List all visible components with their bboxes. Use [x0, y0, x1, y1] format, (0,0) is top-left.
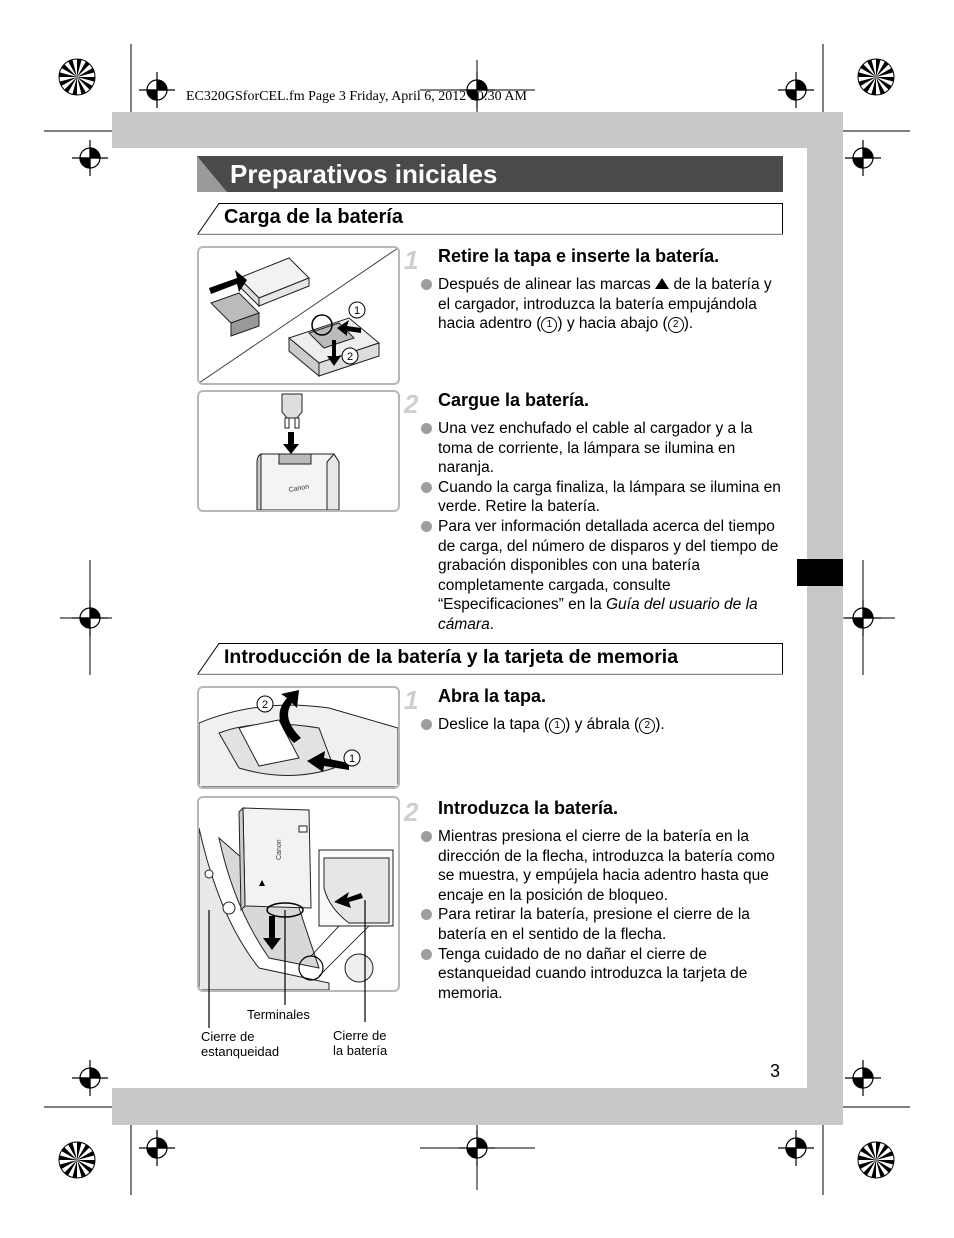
bullet-item: Para ver información detallada acerca del tiempo de carga, del número de disparos y del tiempo de grabación disponibles con una batería completamente cargada, consulte “Especificaciones” en la Guía del usuario de la cámara. — [421, 517, 786, 635]
page-title: Preparativos iniciales — [230, 159, 498, 189]
starburst-top-left — [59, 59, 95, 95]
figure-open-cover — [197, 686, 400, 789]
arrow-plug-icon — [283, 432, 299, 454]
bullet-dot-icon — [421, 423, 432, 434]
page-number: 3 — [770, 1061, 781, 1081]
step-title: Abra la tapa. — [438, 686, 547, 706]
bullet-item: Mientras presiona el cierre de la batería en la dirección de la flecha, introduzca la batería como se muestra, y empújela hacia adentro hasta que encaje en la posición de bloqueo. — [421, 827, 786, 905]
bullet-item: Después de alinear las marcas de la batería y el cargador, introduzca la batería empujándola hacia adentro ( 1 ) y hacia abajo ( 2 ). — [421, 275, 786, 334]
fig3-circle-2: 2 — [261, 699, 269, 711]
step-bullets — [421, 419, 786, 635]
circled-number: 1 — [549, 718, 565, 734]
callout-terminals: Terminales — [247, 1007, 310, 1022]
step-bullets — [421, 275, 786, 334]
triangle-mark-icon — [655, 278, 669, 289]
step-bullets — [421, 827, 786, 1003]
charger-brand-label: Canon — [288, 483, 310, 494]
bullet-dot-icon — [421, 719, 432, 730]
arrow-remove-icon — [209, 270, 247, 294]
step-title: Cargue la batería. — [438, 390, 590, 410]
bullet-dot-icon — [421, 482, 432, 493]
fig3-circle-1: 1 — [348, 753, 356, 765]
fig1-circle-1: 1 — [353, 305, 361, 317]
figure-insert-battery-charger — [197, 246, 400, 385]
illustration-charger-insert — [199, 248, 398, 383]
callout-seal: Cierre de estanqueidad — [201, 1029, 280, 1059]
step-number: 1 — [404, 245, 419, 275]
fig1-circle-2: 2 — [346, 351, 354, 363]
circled-number: 2 — [639, 718, 655, 734]
step-title: Introduzca la batería. — [438, 798, 619, 818]
bullet-dot-icon — [421, 831, 432, 842]
starburst-top-right — [858, 59, 894, 95]
title-accent-triangle — [197, 156, 227, 192]
circled-number: 1 — [541, 317, 557, 333]
main-title-bar — [197, 156, 783, 192]
callout-battery-latch: Cierre de la batería — [333, 1028, 388, 1058]
bullet-item: Deslice la tapa ( 1 ) y ábrala ( 2 ). — [421, 715, 786, 735]
starburst-bottom-left — [59, 1142, 95, 1178]
bullet-dot-icon — [421, 521, 432, 532]
illustration-charger-plug — [199, 392, 398, 510]
bullet-item: Una vez enchufado el cable al cargador y a la toma de corriente, la lámpara se ilumina en naranja. — [421, 419, 786, 478]
bullet-item: Para retirar la batería, presione el cierre de la batería en el sentido de la flecha. — [421, 905, 786, 944]
step-number: 2 — [404, 797, 419, 827]
chapter-thumb-tab — [797, 559, 843, 586]
bullet-dot-icon — [421, 909, 432, 920]
step-number: 2 — [404, 389, 419, 419]
bullet-dot-icon — [421, 949, 432, 960]
bullet-item: Tenga cuidado de no dañar el cierre de estanqueidad cuando introduzca la tarjeta de memoria. — [421, 945, 786, 1004]
step-number: 1 — [404, 685, 419, 715]
starburst-bottom-right — [858, 1142, 894, 1178]
figure-charging — [197, 390, 400, 512]
battery-brand-label: Canon — [276, 839, 283, 860]
print-header: EC320GSforCEL.fm Page 3 Friday, April 6, 2012 10:30 AM — [186, 89, 527, 104]
bullet-dot-icon — [421, 279, 432, 290]
step-bullets — [421, 715, 786, 735]
section-title-insert-battery-card — [197, 643, 783, 675]
bullet-item: Cuando la carga finaliza, la lámpara se ilumina en verde. Retire la batería. — [421, 478, 786, 517]
step-title: Retire la tapa e inserte la batería. — [438, 246, 720, 266]
illustration-open-cover — [199, 688, 398, 787]
section-title-charging — [197, 203, 783, 235]
circled-number: 2 — [668, 317, 684, 333]
section-heading: Carga de la batería — [224, 206, 403, 228]
section-heading: Introducción de la batería y la tarjeta de memoria — [224, 646, 679, 668]
